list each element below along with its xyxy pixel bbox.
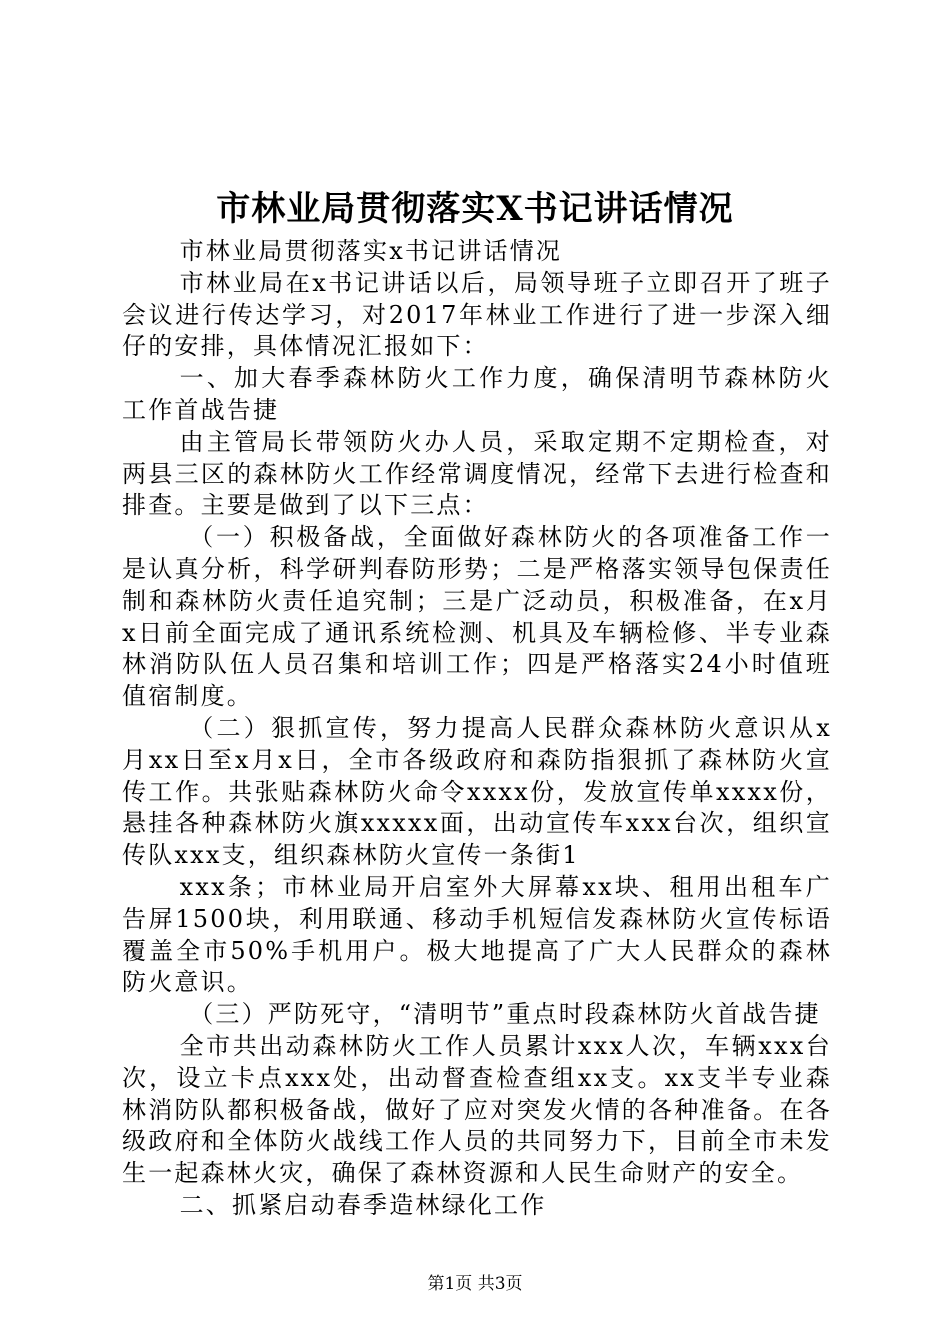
subsection-2: （二）狠抓宣传，努力提高人民群众森林防火意识从x月xx日至x月x日，全市各级政府和森防指狠抓了森林防火宣传工作。共张贴森林防火命令xxxx份，发放宣传单xxxx份，悬挂各种森林防火旗xxxxx面，出动宣传车xxx台次，组织宣传队xxx支，组织森林防火宣传一条街1: [122, 713, 832, 870]
document-title: 市林业局贯彻落实X书记讲话情况: [216, 189, 734, 229]
document-body: [122, 236, 832, 1222]
subsection-1: （一）积极备战，全面做好森林防火的各项准备工作一是认真分析，科学研判春防形势；二是严格落实领导包保责任制和森林防火责任追究制；三是广泛动员，积极准备，在x月x日前全面完成了通讯系统检测、机具及车辆检修、半专业森林消防队伍人员召集和培训工作；四是严格落实24小时值班值宿制度。: [122, 523, 832, 711]
paragraph-results: 全市共出动森林防火工作人员累计xxx人次，车辆xxx台次，设立卡点xxx处，出动督查检查组xx支。xx支半专业森林消防队都积极备战，做好了应对突发火情的各种准备。在各级政府和全体防火战线工作人员的共同努力下，目前全市未发生一起森林火灾，确保了森林资源和人民生命财产的安全。: [122, 1031, 832, 1188]
page-footer: 第1页 共3页: [427, 1274, 523, 1294]
section-heading-1: 一、加大春季森林防火工作力度，确保清明节森林防火工作首战告捷: [122, 364, 832, 424]
paragraph-inspection: 由主管局长带领防火办人员，采取定期不定期检查，对两县三区的森林防火工作经常调度情况，经常下去进行检查和排查。主要是做到了以下三点：: [122, 427, 832, 520]
paragraph-publicity-continued: xxx条；市林业局开启室外大屏幕xx块、租用出租车广告屏1500块，利用联通、移动手机短信发森林防火宣传标语覆盖全市50%手机用户。极大地提高了广大人民群众的森林防火意识。: [122, 872, 832, 997]
section-heading-2: 二、抓紧启动春季造林绿化工作: [179, 1190, 547, 1219]
paragraph-intro: 市林业局在x书记讲话以后，局领导班子立即召开了班子会议进行传达学习，对2017年林业工作进行了进一步深入细仔的安排，具体情况汇报如下：: [122, 268, 832, 361]
paragraph-subtitle: 市林业局贯彻落实x书记讲话情况: [179, 237, 563, 265]
subsection-3: （三）严防死守，“清明节”重点时段森林防火首战告捷: [189, 1000, 821, 1029]
